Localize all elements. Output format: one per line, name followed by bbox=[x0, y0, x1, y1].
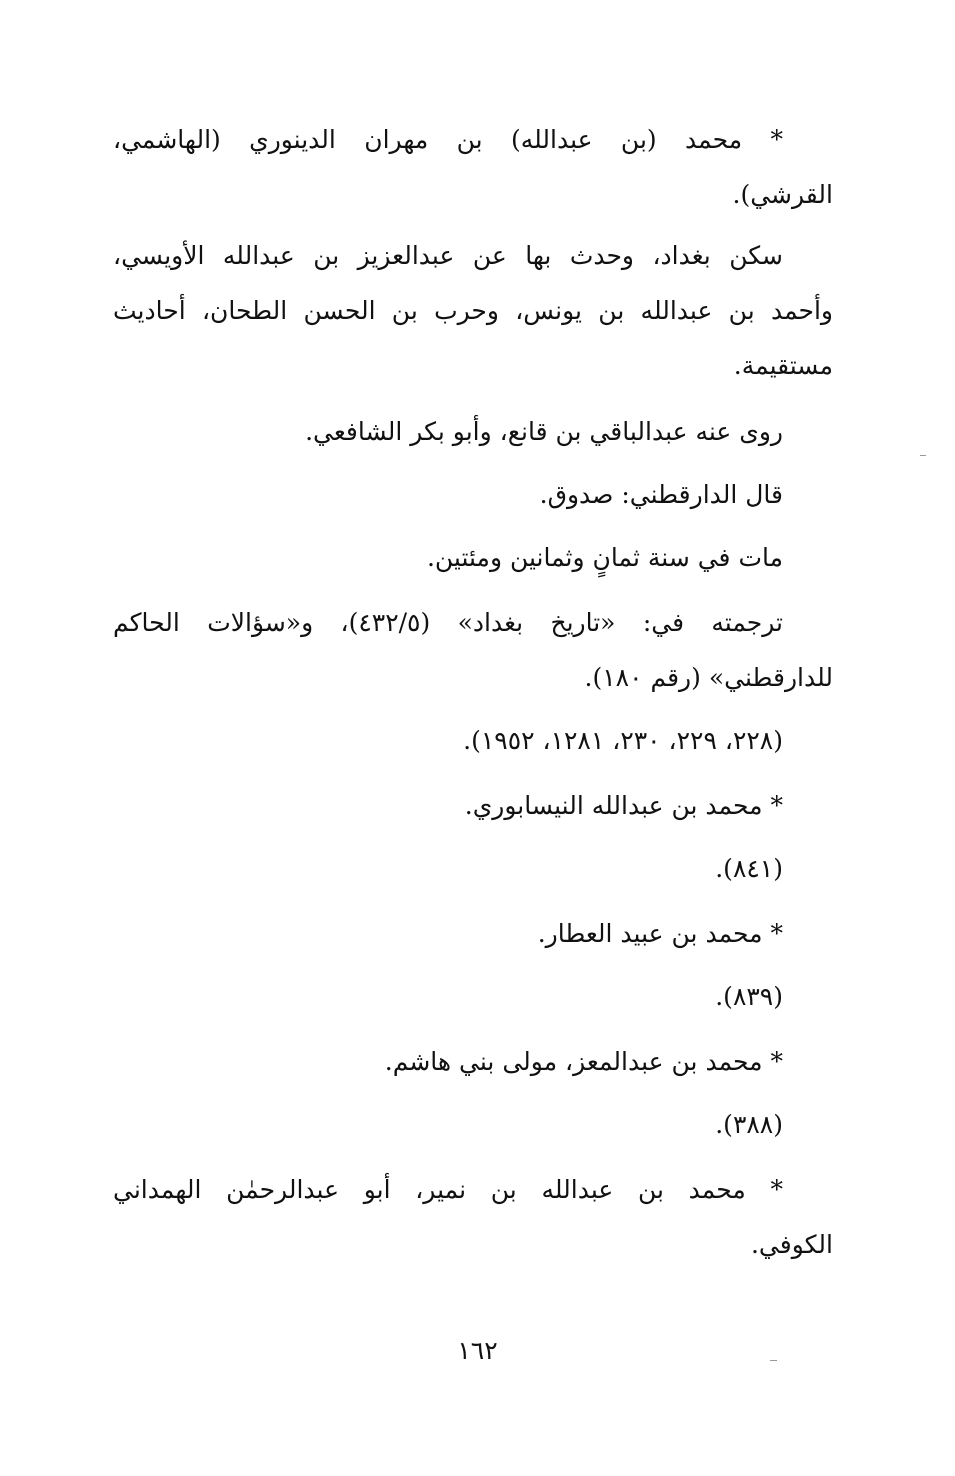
entry-line: * محمد بن عبدالله النيسابوري. bbox=[464, 791, 783, 820]
page-number: ١٦٢ bbox=[457, 1336, 498, 1365]
entry-line: وأحمد بن عبدالله بن يونس، وحرب بن الحسن الطحان، أحاديث bbox=[113, 296, 833, 325]
entry-line: مات في سنة ثمانٍ وثمانين ومئتين. bbox=[426, 543, 783, 572]
entry-line: قال الدارقطني: صدوق. bbox=[539, 480, 783, 509]
entry-line: * محمد بن عبدالمعز، مولى بني هاشم. bbox=[384, 1047, 783, 1076]
entry-line: مستقيمة. bbox=[733, 351, 833, 380]
entry-line: * محمد (بن عبدالله) بن مهران الدينوري (الهاشمي، bbox=[113, 125, 783, 154]
entry-line: (٨٤١). bbox=[715, 854, 783, 883]
entry-line: (٨٣٩). bbox=[715, 982, 783, 1011]
entry-line: * محمد بن عبدالله بن نمير، أبو عبدالرحمٰن الهمداني bbox=[113, 1175, 783, 1204]
entry-line: للدارقطني» (رقم ١٨٠). bbox=[584, 663, 833, 692]
entry-line: روى عنه عبدالباقي بن قانع، وأبو بكر الشافعي. bbox=[305, 417, 783, 446]
entry-line: (٣٨٨). bbox=[715, 1110, 783, 1139]
entry-line: القرشي). bbox=[732, 180, 833, 209]
scan-speck bbox=[770, 1360, 777, 1361]
entry-line: ترجمته في: «تاريخ بغداد» (٤٣٢/٥)، و«سؤالات الحاكم bbox=[113, 608, 783, 637]
entry-line: سكن بغداد، وحدث بها عن عبدالعزيز بن عبدالله الأويسي، bbox=[113, 241, 783, 270]
entry-line: الكوفي. bbox=[750, 1230, 833, 1259]
scan-speck bbox=[920, 455, 926, 456]
entry-line: * محمد بن عبيد العطار. bbox=[537, 919, 783, 948]
entry-line: (٢٢٨، ٢٢٩، ٢٣٠، ١٢٨١، ١٩٥٢). bbox=[463, 726, 783, 755]
